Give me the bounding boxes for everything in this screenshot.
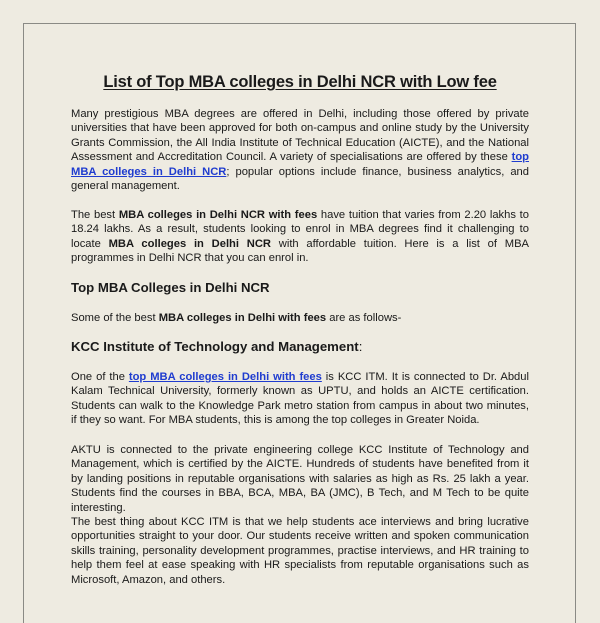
section-heading-block	[71, 280, 529, 296]
college-paragraph-3	[71, 515, 529, 587]
top-mba-colleges-delhi-fees-link[interactable]: top MBA colleges in Delhi with fees	[128, 371, 322, 383]
college-paragraph-2	[71, 443, 529, 515]
college-p1-text-2: is KCC ITM. It is connected to Dr. Abdul Kalam Technical University, formerly known as UPTU, and holds an AICTE certification. Students can walk to the Knowledge Park metro station from campus in about two minutes, if they so want. For MBA students, this is among the top colleges in Greater Noida.	[71, 371, 529, 427]
fees-text-2: have tuition that varies from 2.20 lakhs to 18.24 lakhs. As a result, students looking to enrol in MBA degrees find it challenging to locate	[71, 209, 529, 250]
page-title: List of Top MBA colleges in Delhi NCR with Low fee	[103, 73, 497, 91]
section-intro-text-2: are as follows-	[326, 312, 402, 324]
top-mba-colleges-delhi-ncr-link[interactable]: top MBA colleges in Delhi NCR	[71, 151, 529, 178]
college-heading-block	[71, 339, 529, 355]
intro-text-start: Many prestigious MBA degrees are offered in Delhi, including those offered by private universities that have been approved for both on-campus and online study by the University Grants Commission, the All India Institute of Technical Education (AICTE), and the National Assessment and Accreditation Council. A variety of specialisations are offered by these	[71, 108, 529, 164]
section-intro	[71, 311, 529, 325]
section-intro-text-1: Some of the best	[71, 312, 159, 324]
intro-text-end: ; popular options include finance, business analytics, and general management.	[71, 165, 529, 193]
college-heading-name: KCC Institute of Technology and Management	[71, 339, 359, 354]
college-heading	[71, 339, 529, 355]
college-p3-text: The best thing about KCC ITM is that we help students ace interviews and bring lucrative opportunities straight to your door. Our students receive written and spoken communication skills training, personality development programmes, practise interviews, and HR training to help them feel at ease speaking with HR specialists from reputable organisations such as Microsoft, Amazon, and others.	[71, 516, 529, 586]
section-intro-bold: MBA colleges in Delhi with fees	[158, 312, 327, 324]
fees-text-1: The best	[71, 209, 119, 221]
college-paragraph-1	[71, 370, 529, 428]
fees-bold-2: MBA colleges in Delhi NCR	[108, 237, 271, 250]
fees-bold-1: MBA colleges in Delhi NCR with fees	[118, 209, 318, 221]
fees-paragraph	[71, 208, 529, 266]
intro-paragraph	[71, 107, 529, 193]
section-heading: Top MBA Colleges in Delhi NCR	[71, 280, 270, 295]
college-p2-text: AKTU is connected to the private engineering college KCC Institute of Technology and Management, which is certified by the AICTE. Hundreds of students have benefited from it by landing positions in reputable organisations with salaries as high as Rs. 25 lakh a year. Students find the courses in BBA, BCA, MBA, BA (JMC), B Tech, and M Tech to be quite interesting.	[71, 444, 529, 514]
college-p1-text-1: One of the	[71, 371, 129, 383]
college-heading-colon: :	[358, 339, 363, 354]
fees-text-3: with affordable tuition. Here is a list of MBA programmes in Delhi NCR that you can enrol in.	[71, 237, 529, 265]
